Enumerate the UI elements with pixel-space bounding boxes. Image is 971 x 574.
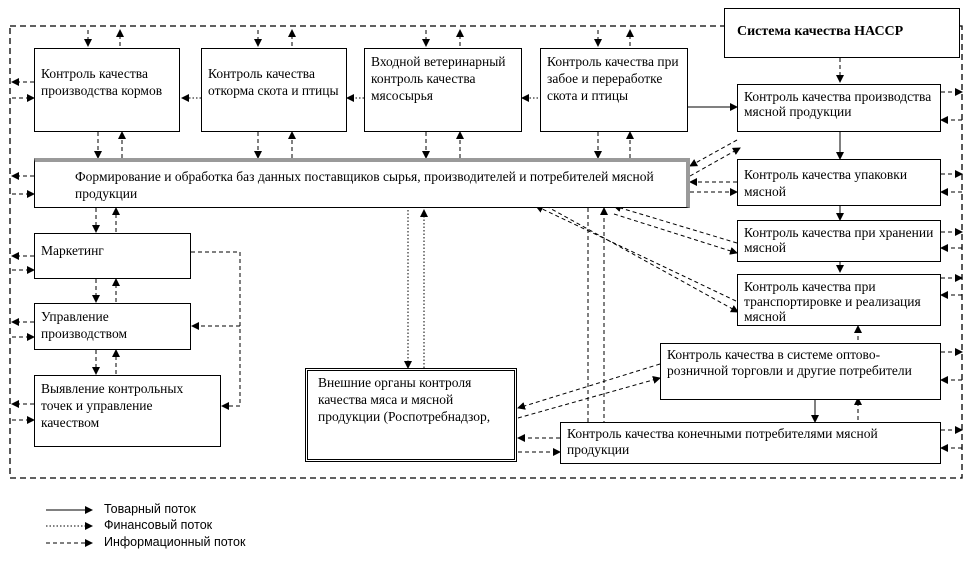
legend-lines xyxy=(46,510,92,543)
legend-goods-label: Товарный поток xyxy=(104,502,196,516)
legend-financial-label: Финансовый поток xyxy=(104,518,213,532)
wholesale-retail-quality-control xyxy=(660,343,941,400)
financial-flows xyxy=(182,98,580,368)
meat-production-quality-control xyxy=(737,84,941,132)
storage-quality-control-text: Контроль качества при хранении мясной xyxy=(744,225,934,255)
end-consumer-quality-control xyxy=(560,422,941,464)
database-formation-text: Формирование и обработка баз данных поставщиков сырья, производителей и потребителей мясной продукции xyxy=(75,169,654,201)
legend-info-label: Информационный поток xyxy=(104,535,246,549)
fattening-quality-control xyxy=(201,48,347,132)
veterinary-input-control xyxy=(364,48,522,132)
slaughter-quality-control-text: Контроль качества при забое и переработке скота и птицы xyxy=(547,54,679,103)
transport-quality-control xyxy=(737,274,941,326)
control-points-box xyxy=(34,375,221,447)
marketing-text: Маркетинг xyxy=(41,243,104,258)
packaging-quality-control xyxy=(737,159,941,206)
end-consumer-quality-control-text: Контроль качества конечными потребителями мясной продукции xyxy=(567,426,878,457)
control-points-text: Выявление контрольных точек и управление качеством xyxy=(41,381,184,430)
production-management-text: Управление производством xyxy=(41,309,128,341)
meat-production-quality-control-text: Контроль качества производства мясной продукции xyxy=(744,89,932,119)
production-management-box xyxy=(34,303,191,350)
marketing-box xyxy=(34,233,191,279)
feed-quality-control xyxy=(34,48,180,132)
feed-quality-control-text: Контроль качества производства кормов xyxy=(41,66,163,98)
packaging-quality-control-text: Контроль качества упаковки мясной xyxy=(744,167,908,199)
veterinary-input-control-text: Входной ветеринарный контроль качества мясосырья xyxy=(371,54,506,103)
external-control-authorities xyxy=(305,368,517,462)
fattening-quality-control-text: Контроль качества откорма скота и птицы xyxy=(208,66,339,98)
storage-quality-control xyxy=(737,220,941,262)
database-formation-box xyxy=(34,158,690,208)
external-control-authorities-text: Внешние органы контроля качества мяса и мясной продукции (Роспотребнадзор, xyxy=(318,375,491,424)
haccp-system-title xyxy=(724,8,960,58)
slaughter-quality-control xyxy=(540,48,688,132)
haccp-system-title-text: Система качества НАССР xyxy=(737,24,904,39)
transport-quality-control-text: Контроль качества при транспортировке и реализация мясной xyxy=(744,279,921,324)
wholesale-retail-quality-control-text: Контроль качества в системе оптово-розничной торговли и другие потребители xyxy=(667,347,912,378)
